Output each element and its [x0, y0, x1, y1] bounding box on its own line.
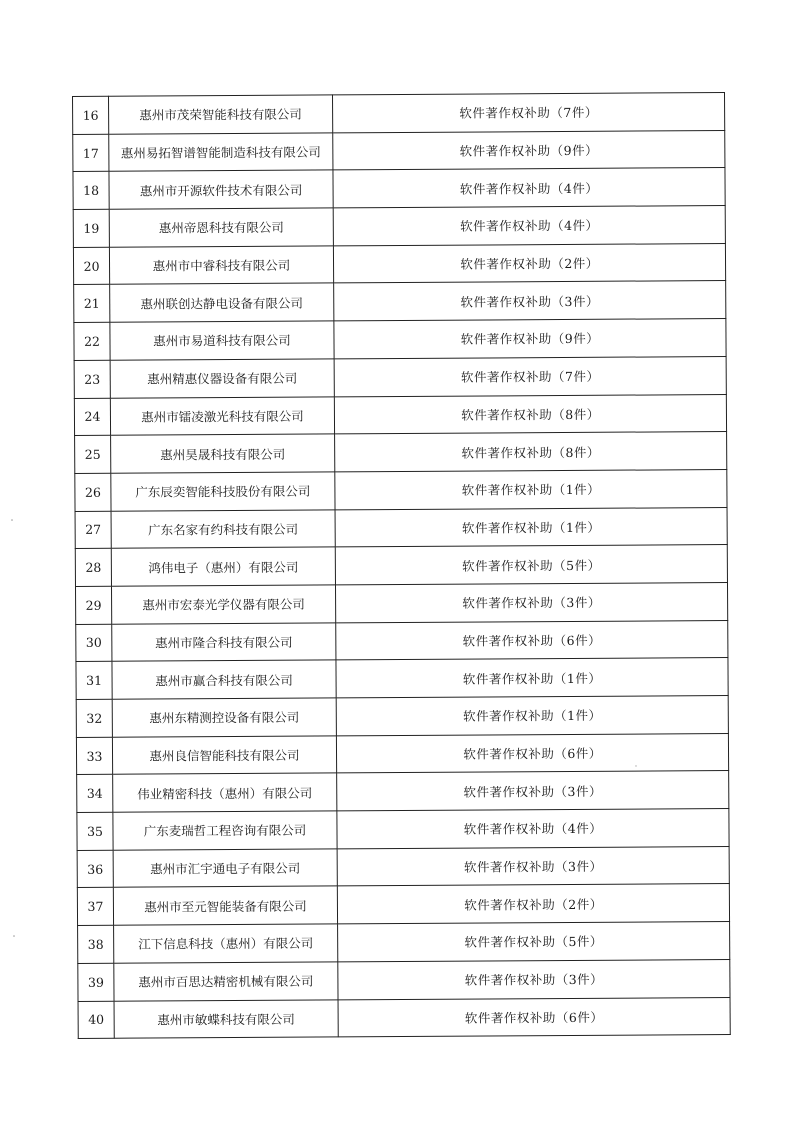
subsidy-item: 软件著作权补助（9件） [334, 319, 726, 359]
subsidy-item: 软件著作权补助（6件） [336, 620, 728, 660]
table-row [74, 356, 726, 398]
table-row [78, 997, 730, 1039]
table-row [77, 846, 729, 888]
row-number: 31 [76, 662, 112, 700]
row-number: 37 [77, 888, 113, 926]
row-number: 21 [74, 285, 110, 323]
subsidy-item: 软件著作权补助（4件） [337, 809, 729, 849]
table-row [78, 959, 730, 1001]
table-row [73, 168, 725, 210]
subsidy-item: 软件著作权补助（3件） [335, 582, 727, 622]
table-row [77, 771, 729, 813]
table-row [74, 319, 726, 361]
company-name: 惠州昊晟科技有限公司 [111, 434, 335, 473]
company-name: 惠州市中睿科技有限公司 [109, 246, 333, 285]
subsidy-item: 软件著作权补助（1件） [336, 658, 728, 698]
row-number: 35 [77, 812, 113, 850]
table-row [75, 469, 727, 511]
subsidy-item: 软件著作权补助（1件） [335, 507, 727, 547]
row-number: 24 [74, 398, 110, 436]
company-name: 惠州精惠仪器设备有限公司 [110, 359, 334, 398]
company-name: 惠州联创达静电设备有限公司 [110, 283, 334, 322]
row-number: 20 [73, 247, 109, 285]
company-name: 惠州市隆合科技有限公司 [112, 623, 336, 662]
company-name: 伟业精密科技（惠州）有限公司 [113, 773, 337, 812]
table-row [77, 884, 729, 926]
company-name: 鸿伟电子（惠州）有限公司 [111, 547, 335, 586]
subsidy-item: 软件著作权补助（4件） [333, 168, 725, 208]
table-row [76, 733, 728, 775]
company-name: 惠州市赢合科技有限公司 [112, 660, 336, 699]
row-number: 17 [73, 134, 109, 172]
row-number: 39 [78, 963, 114, 1001]
table-row [73, 206, 725, 248]
subsidy-item: 软件著作权补助（4件） [333, 206, 725, 246]
subsidy-item: 软件著作权补助（2件） [337, 884, 729, 924]
row-number: 38 [78, 925, 114, 963]
company-name: 惠州市汇宇通电子有限公司 [113, 849, 337, 888]
table-row [73, 243, 725, 285]
subsidy-item: 软件著作权补助（1件） [335, 469, 727, 509]
table-row [74, 394, 726, 436]
row-number: 33 [76, 737, 112, 775]
subsidy-item: 软件著作权补助（3件） [337, 846, 729, 886]
table-row [78, 922, 730, 964]
subsidy-item: 软件著作权补助（9件） [333, 130, 725, 170]
subsidy-item: 软件著作权补助（6件） [336, 733, 728, 773]
company-name: 惠州东精测控设备有限公司 [112, 698, 336, 737]
table-row [77, 809, 729, 851]
subsidy-item: 软件著作权补助（8件） [335, 432, 727, 472]
subsidy-table [72, 92, 731, 1039]
subsidy-item: 软件著作权补助（5件） [338, 922, 730, 962]
subsidy-item: 软件著作权补助（7件） [334, 356, 726, 396]
row-number: 36 [77, 850, 113, 888]
table-row [75, 507, 727, 549]
company-name: 惠州易拓智谱智能制造科技有限公司 [109, 133, 333, 172]
company-name: 惠州市百思达精密机械有限公司 [114, 962, 338, 1001]
row-number: 22 [74, 322, 110, 360]
subsidy-item: 软件著作权补助（7件） [332, 93, 724, 133]
company-name: 惠州市敏蝶科技有限公司 [114, 999, 338, 1038]
company-name: 惠州市镭凌激光科技有限公司 [110, 396, 334, 435]
company-name: 广东麦瑞哲工程咨询有限公司 [113, 811, 337, 850]
row-number: 26 [75, 473, 111, 511]
row-number: 29 [75, 586, 111, 624]
subsidy-item: 软件著作权补助（5件） [335, 545, 727, 585]
subsidy-item: 软件著作权补助（8件） [334, 394, 726, 434]
table-row [76, 658, 728, 700]
row-number: 23 [74, 360, 110, 398]
table-row [76, 696, 728, 738]
company-name: 广东名家有约科技有限公司 [111, 509, 335, 548]
row-number: 19 [73, 209, 109, 247]
company-name: 惠州帝恩科技有限公司 [109, 208, 333, 247]
row-number: 32 [76, 699, 112, 737]
company-name: 广东辰奕智能科技股份有限公司 [111, 472, 335, 511]
table-row [75, 545, 727, 587]
subsidy-item: 软件著作权补助（2件） [333, 243, 725, 283]
subsidy-item: 软件著作权补助（3件） [337, 771, 729, 811]
row-number: 25 [75, 435, 111, 473]
table-row [75, 432, 727, 474]
table-row [74, 281, 726, 323]
company-name: 惠州市开源软件技术有限公司 [109, 170, 333, 209]
company-name: 惠州市至元智能装备有限公司 [113, 886, 337, 925]
table-row [76, 620, 728, 662]
row-number: 34 [77, 775, 113, 813]
subsidy-table-body [73, 93, 731, 1039]
company-name: 惠州市宏泰光学仪器有限公司 [111, 585, 335, 624]
row-number: 18 [73, 172, 109, 210]
company-name: 惠州市茂荣智能科技有限公司 [109, 95, 333, 134]
subsidy-item: 软件著作权补助（1件） [336, 696, 728, 736]
company-name: 江下信息科技（惠州）有限公司 [114, 924, 338, 963]
table-row [73, 93, 725, 135]
subsidy-item: 软件著作权补助（3件） [338, 959, 730, 999]
company-name: 惠州市易道科技有限公司 [110, 321, 334, 360]
table-row [75, 582, 727, 624]
subsidy-item: 软件著作权补助（3件） [334, 281, 726, 321]
row-number: 40 [78, 1001, 114, 1039]
row-number: 28 [75, 549, 111, 587]
row-number: 27 [75, 511, 111, 549]
row-number: 30 [76, 624, 112, 662]
table-row [73, 130, 725, 172]
company-name: 惠州良信智能科技有限公司 [112, 736, 336, 775]
row-number: 16 [73, 96, 109, 134]
subsidy-item: 软件著作权补助（6件） [338, 997, 730, 1037]
